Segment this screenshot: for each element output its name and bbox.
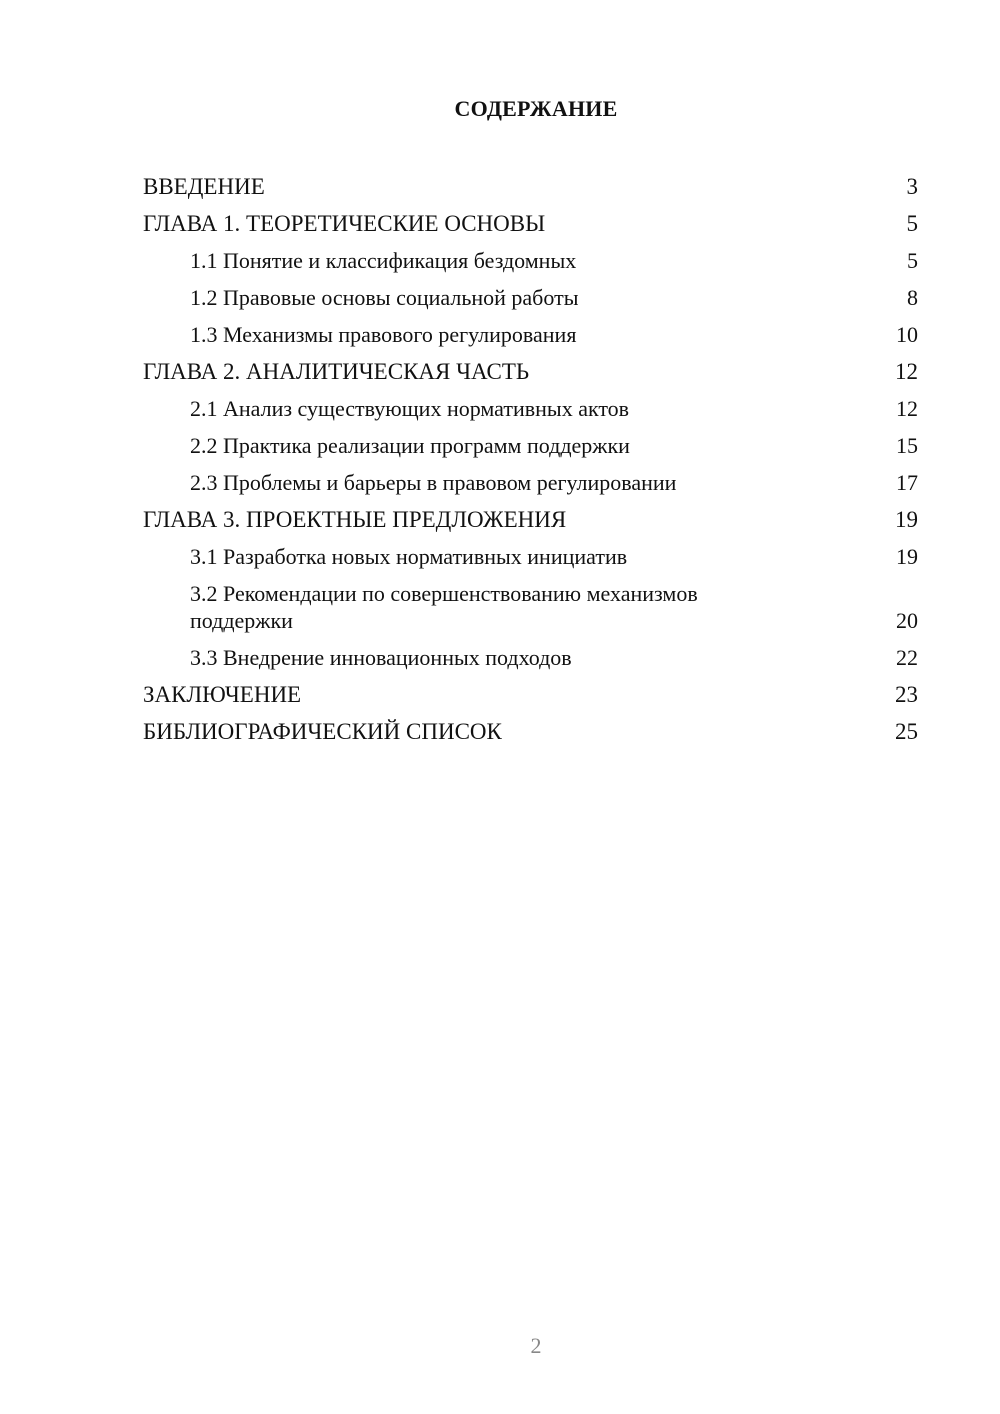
toc-entry-section-2-2[interactable] xyxy=(143,427,918,464)
toc-entry-page: 23 xyxy=(895,682,918,707)
toc-entry-section-3-1[interactable] xyxy=(143,538,918,575)
table-of-contents xyxy=(143,168,918,750)
toc-entry-page: 15 xyxy=(896,433,918,458)
toc-entry-title: ГЛАВА 1. ТЕОРЕТИЧЕСКИЕ ОСНОВЫ xyxy=(143,211,546,236)
toc-entry-title: ГЛАВА 2. АНАЛИТИЧЕСКАЯ ЧАСТЬ xyxy=(143,359,530,384)
toc-entry-page: 5 xyxy=(906,211,918,236)
toc-entry-page: 8 xyxy=(907,285,918,310)
toc-entry-page: 19 xyxy=(896,544,918,569)
toc-entry-page: 25 xyxy=(895,719,918,744)
toc-entry-section-1-3[interactable] xyxy=(143,316,918,353)
page-number: 2 xyxy=(530,1333,542,1358)
page-title: СОДЕРЖАНИЕ xyxy=(454,96,618,121)
toc-entry-title: ВВЕДЕНИЕ xyxy=(143,174,265,199)
toc-entry-title: 2.2 Практика реализации программ поддержки xyxy=(190,433,630,458)
toc-entry-section-2-3[interactable] xyxy=(143,464,918,501)
toc-entry-chapter-3[interactable] xyxy=(143,501,918,538)
toc-entry-section-1-2[interactable] xyxy=(143,279,918,316)
toc-entry-section-3-2[interactable] xyxy=(143,575,918,639)
toc-entry-page: 5 xyxy=(907,248,918,273)
toc-entry-conclusion[interactable] xyxy=(143,676,918,713)
toc-entry-title: 1.2 Правовые основы социальной работы xyxy=(190,285,579,310)
toc-entry-section-2-1[interactable] xyxy=(143,390,918,427)
toc-entry-title: 2.1 Анализ существующих нормативных актов xyxy=(190,396,630,421)
toc-entry-title: 1.3 Механизмы правового регулирования xyxy=(190,322,577,347)
toc-entry-page: 12 xyxy=(896,396,918,421)
toc-entry-title: 1.1 Понятие и классификация бездомных xyxy=(190,248,577,273)
toc-entry-section-1-1[interactable] xyxy=(143,242,918,279)
toc-entry-page: 10 xyxy=(896,322,918,347)
toc-entry-title: 2.3 Проблемы и барьеры в правовом регулировании xyxy=(190,470,677,495)
toc-entry-page: 3 xyxy=(906,174,918,199)
toc-entry-bibliography[interactable] xyxy=(143,713,918,750)
toc-entry-title: ЗАКЛЮЧЕНИЕ xyxy=(143,682,302,707)
toc-entry-page: 12 xyxy=(895,359,918,384)
toc-entry-title: 3.2 Рекомендации по совершенствованию механизмов поддержки xyxy=(190,581,698,633)
toc-entry-page: 22 xyxy=(896,645,918,670)
toc-entry-title: 3.3 Внедрение инновационных подходов xyxy=(190,645,572,670)
toc-entry-chapter-2[interactable] xyxy=(143,353,918,390)
toc-entry-page: 17 xyxy=(896,470,918,495)
toc-entry-title: ГЛАВА 3. ПРОЕКТНЫЕ ПРЕДЛОЖЕНИЯ xyxy=(143,507,567,532)
toc-entry-page: 19 xyxy=(895,507,918,532)
toc-entry-section-3-3[interactable] xyxy=(143,639,918,676)
toc-entry-chapter-1[interactable] xyxy=(143,205,918,242)
toc-entry-title: 3.1 Разработка новых нормативных инициатив xyxy=(190,544,628,569)
toc-entry-introduction[interactable] xyxy=(143,168,918,205)
toc-entry-page: 20 xyxy=(896,608,918,633)
toc-entry-title: БИБЛИОГРАФИЧЕСКИЙ СПИСОК xyxy=(143,719,502,744)
